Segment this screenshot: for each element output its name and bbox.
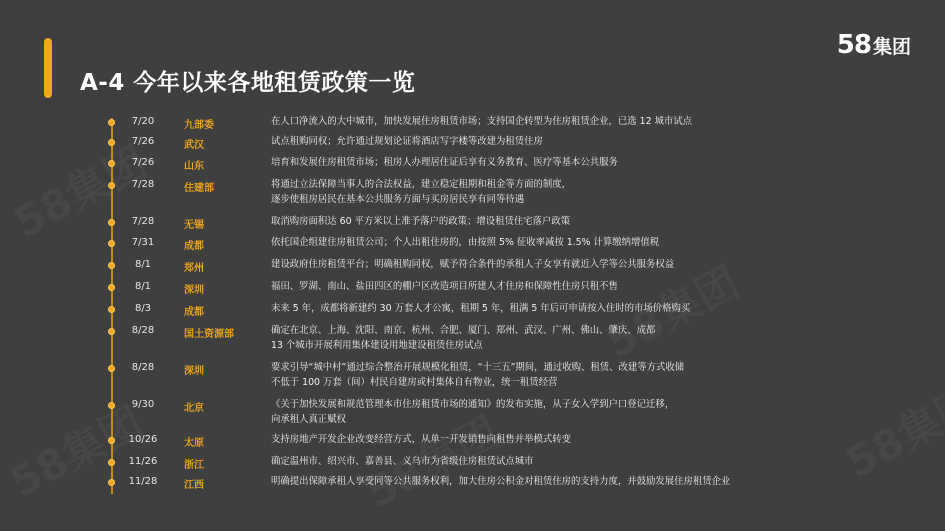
description-line: 向承租人真正赋权 — [271, 413, 347, 425]
description-line: 试点租购同权；允许通过规划论证将酒店写字楼等改建为租赁住房 — [271, 136, 543, 147]
timeline-dot — [108, 262, 115, 269]
row-agency: 太原 — [184, 438, 204, 449]
description-line: 在人口净流入的大中城市，加快发展住房租赁市场；支持国企转型为住房租赁企业，已选 12 城市试点 — [271, 116, 693, 127]
logo-text: 集团 — [872, 36, 911, 58]
description-line: 建设政府住房租赁平台；明确租购同权，赋予符合条件的承租人子女享有就近入学等公共服务权益 — [271, 259, 675, 270]
description-line: 未来 5 年，成都将新建约 30 万套人才公寓，租期 5 年，租满 5 年后可申请按入住时的市场价格购买 — [271, 303, 691, 314]
row-description — [271, 156, 911, 171]
row-agency: 九部委 — [184, 120, 214, 131]
row-agency: 成都 — [184, 307, 204, 318]
description-line: 确定温州市、绍兴市、嘉善县、义乌市为省级住房租赁试点城市 — [271, 456, 534, 467]
row-description — [271, 324, 911, 353]
row-date: 7/26 — [131, 136, 155, 147]
row-agency: 深圳 — [184, 366, 204, 377]
row-agency: 浙江 — [184, 460, 204, 471]
row-description — [271, 302, 911, 317]
row-date: 8/3 — [134, 303, 152, 314]
title-accent-bar — [44, 38, 52, 98]
row-description — [271, 178, 911, 207]
description-line: 逐步使租房居民在基本公共服务方面与买房居民享有同等待遇 — [271, 193, 525, 205]
row-agency: 山东 — [184, 161, 204, 172]
row-agency: 江西 — [184, 480, 204, 491]
description-line: 取消购房面积达 60 平方米以上准予落户的政策；增设租赁住宅落户政策 — [271, 216, 571, 227]
row-description — [271, 475, 911, 490]
description-line: 确定在北京、上海、沈阳、南京、杭州、合肥、厦门、郑州、武汉、广州、佛山、肇庆、成都 — [271, 325, 656, 336]
row-agency: 北京 — [184, 403, 204, 414]
timeline-dot — [108, 328, 115, 335]
logo-number: 58 — [836, 30, 871, 60]
brand-logo — [837, 30, 911, 60]
row-date: 8/1 — [134, 281, 152, 292]
row-date: 7/28 — [131, 216, 155, 227]
description-line: 《关于加快发展和规范管理本市住房租赁市场的通知》的发布实施，从子女入学到户口登记迁移， — [271, 399, 675, 410]
timeline-dot — [108, 306, 115, 313]
row-date: 8/28 — [131, 362, 155, 373]
timeline-dot — [108, 479, 115, 486]
timeline-dot — [108, 240, 115, 247]
row-description — [271, 280, 911, 295]
row-agency: 郑州 — [184, 263, 204, 274]
timeline-dot — [108, 119, 115, 126]
row-agency: 无锡 — [184, 220, 204, 231]
description-line: 不低于 100 万套（间）村民自建房或村集体自有物业，统一租赁经营 — [271, 376, 558, 388]
description-line: 依托国企组建住房租赁公司；个人出租住房的，由按照 5% 征收率减按 1.5% 计算缴纳增值税 — [271, 237, 660, 248]
timeline-dot — [108, 365, 115, 372]
page-title: A-4 今年以来各地租赁政策一览 — [80, 70, 416, 96]
description-line: 将通过立法保障当事人的合法权益，建立稳定租期和租金等方面的制度， — [271, 179, 572, 190]
timeline-dot — [108, 459, 115, 466]
row-date: 10/26 — [128, 434, 158, 445]
row-agency: 住建部 — [184, 183, 214, 194]
description-line: 要求引导“城中村”通过综合整治开展规模化租赁，“十三五”期间，通过收购、租赁、改建等方式收储 — [271, 362, 685, 373]
row-date: 7/20 — [131, 116, 155, 127]
row-date: 7/31 — [131, 237, 155, 248]
timeline-dot — [108, 402, 115, 409]
row-description — [271, 215, 911, 230]
timeline-dot — [108, 437, 115, 444]
timeline-dot — [108, 182, 115, 189]
row-date: 7/26 — [131, 157, 155, 168]
row-agency: 武汉 — [184, 140, 204, 151]
row-agency: 深圳 — [184, 285, 204, 296]
row-description — [271, 135, 911, 150]
description-line: 支持房地产开发企业改变经营方式，从单一开发销售向租售并举模式转变 — [271, 434, 572, 445]
description-line: 明确提出保障承租人享受同等公共服务权利，加大住房公积金对租赁住房的支持力度，并鼓励发展住房租赁企业 — [271, 476, 731, 487]
row-description — [271, 455, 911, 470]
timeline-dot — [108, 219, 115, 226]
row-date: 8/28 — [131, 325, 155, 336]
timeline-dot — [108, 160, 115, 167]
row-date: 11/26 — [128, 456, 158, 467]
row-description — [271, 398, 911, 427]
row-date: 8/1 — [134, 259, 152, 270]
row-date: 11/28 — [128, 476, 158, 487]
row-description — [271, 433, 911, 448]
timeline-dot — [108, 139, 115, 146]
row-description — [271, 236, 911, 251]
watermark — [2, 130, 156, 250]
row-agency: 国土资源部 — [184, 329, 234, 340]
row-description — [271, 258, 911, 273]
timeline-dot — [108, 284, 115, 291]
description-line: 13 个城市开展利用集体建设用地建设租赁住房试点 — [271, 339, 483, 351]
description-line: 福田、罗湖、南山、盐田四区的棚户区改造项目所建人才住房和保障性住房只租不售 — [271, 281, 618, 292]
row-description — [271, 361, 911, 390]
row-date: 7/28 — [131, 179, 155, 190]
row-date: 9/30 — [131, 399, 155, 410]
row-description — [271, 115, 911, 130]
row-agency: 成都 — [184, 241, 204, 252]
description-line: 培育和发展住房租赁市场；租房人办理居住证后享有义务教育、医疗等基本公共服务 — [271, 157, 618, 168]
